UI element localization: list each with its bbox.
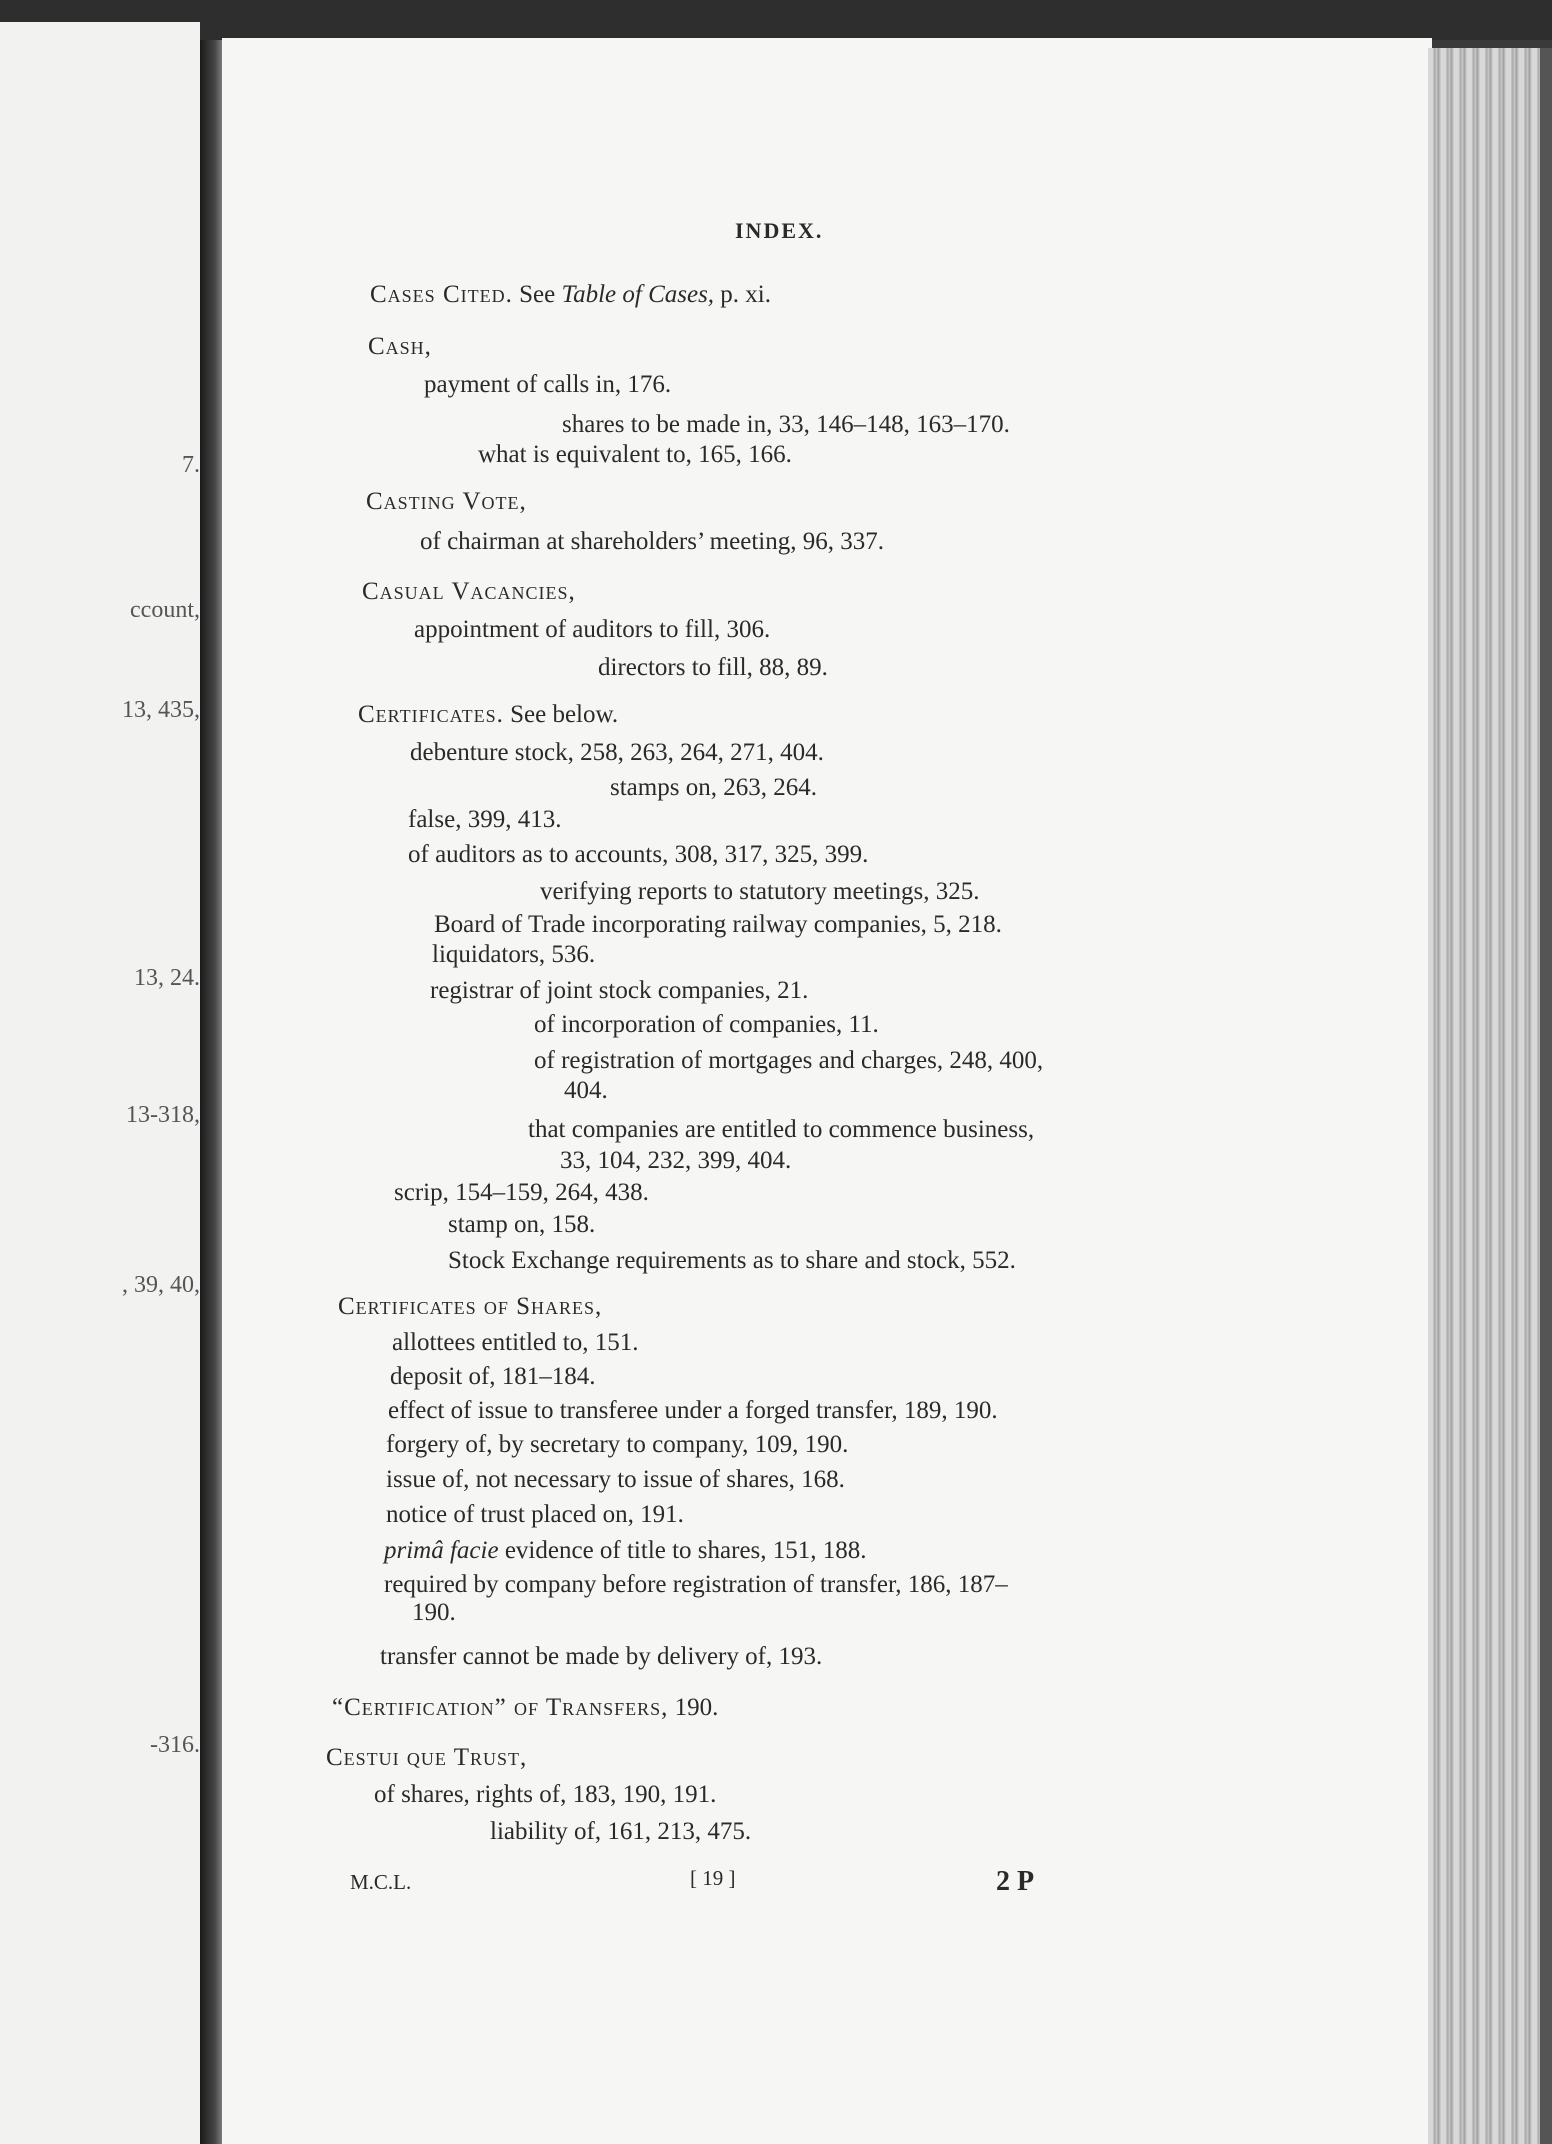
index-subentry: scrip, 154–159, 264, 438.: [394, 1179, 649, 1206]
index-subentry: Board of Trade incorporating railway companies, 5, 218.: [434, 911, 1002, 938]
page-edges-shadow: [1540, 48, 1552, 2144]
index-subentry: transfer cannot be made by delivery of, 193.: [380, 1643, 823, 1670]
index-subentry: false, 399, 413.: [408, 806, 562, 833]
left-page-fragment: 13-318,: [126, 1102, 200, 1128]
left-page-fragment: , 39, 40,: [122, 1272, 200, 1298]
index-subentry: 404.: [564, 1077, 608, 1104]
index-subentry: payment of calls in, 176.: [424, 371, 672, 398]
page-number: [ 19 ]: [690, 1866, 736, 1890]
left-page-fragment: 7.: [182, 452, 200, 478]
index-subentry: issue of, not necessary to issue of shares, 168.: [386, 1466, 845, 1493]
index-subentry: Stock Exchange requirements as to share and stock, 552.: [448, 1247, 1016, 1274]
index-entry-heading: Cestui que Trust,: [326, 1744, 528, 1771]
index-subentry: of auditors as to accounts, 308, 317, 325, 399.: [408, 841, 869, 868]
index-subentry: notice of trust placed on, 191.: [386, 1501, 684, 1528]
index-subentry: of chairman at shareholders’ meeting, 96, 337.: [420, 528, 884, 555]
index-subentry: required by company before registration of transfer, 186, 187–: [384, 1571, 1008, 1598]
index-entry-heading: Casual Vacancies,: [362, 578, 576, 605]
index-subentry: 190.: [412, 1599, 456, 1626]
index-entry-heading: Certificates of Shares,: [338, 1293, 603, 1320]
left-page: [0, 22, 200, 2144]
index-subentry: verifying reports to statutory meetings, 325.: [540, 878, 980, 905]
index-subentry: deposit of, 181–184.: [390, 1363, 596, 1390]
page-heading: INDEX.: [735, 218, 824, 243]
index-subentry: what is equivalent to, 165, 166.: [478, 441, 792, 468]
index-subentry: directors to fill, 88, 89.: [598, 654, 828, 681]
index-subentry: allottees entitled to, 151.: [392, 1329, 639, 1356]
index-subentry: shares to be made in, 33, 146–148, 163–170.: [562, 411, 1010, 438]
index-subentry: registrar of joint stock companies, 21.: [430, 977, 809, 1004]
index-subentry: debenture stock, 258, 263, 264, 271, 404.: [410, 739, 824, 766]
footer-abbreviation: M.C.L.: [350, 1870, 412, 1894]
index-subentry: of shares, rights of, 183, 190, 191.: [374, 1781, 717, 1808]
index-subentry: stamp on, 158.: [448, 1211, 596, 1238]
index-subentry: 33, 104, 232, 399, 404.: [560, 1147, 792, 1174]
index-subentry: appointment of auditors to fill, 306.: [414, 616, 771, 643]
index-entry-heading: “Certification” of Transfers, 190.: [332, 1694, 719, 1721]
index-subentry: stamps on, 263, 264.: [610, 774, 817, 801]
left-page-fragment: 13, 435,: [122, 697, 200, 723]
left-page-fragment: ccount,: [130, 597, 200, 623]
index-subentry: of registration of mortgages and charges, 248, 400,: [534, 1047, 1044, 1074]
page-edges: [1428, 48, 1552, 2144]
index-entry-heading: Cash,: [368, 333, 432, 360]
index-subentry: that companies are entitled to commence business,: [528, 1116, 1035, 1143]
index-entry-heading: Casting Vote,: [366, 488, 527, 515]
index-subentry: forgery of, by secretary to company, 109, 190.: [386, 1431, 849, 1458]
index-entry-heading: Cases Cited. See Table of Cases, p. xi.: [370, 281, 771, 308]
index-subentry: liquidators, 536.: [432, 941, 596, 968]
book-gutter: [200, 40, 224, 2144]
scan-top-border: [0, 0, 1552, 40]
left-page-fragment: -316.: [150, 1732, 200, 1758]
index-entry-heading: Certificates. See below.: [358, 701, 619, 728]
index-subentry: liability of, 161, 213, 475.: [490, 1818, 752, 1845]
index-subentry: of incorporation of companies, 11.: [534, 1011, 879, 1038]
left-page-fragment: 13, 24.: [134, 965, 200, 991]
index-subentry: effect of issue to transferee under a forged transfer, 189, 190.: [388, 1397, 998, 1424]
printer-signature-mark: 2 P: [996, 1866, 1035, 1897]
index-subentry: primâ facie evidence of title to shares, 151, 188.: [384, 1537, 867, 1564]
